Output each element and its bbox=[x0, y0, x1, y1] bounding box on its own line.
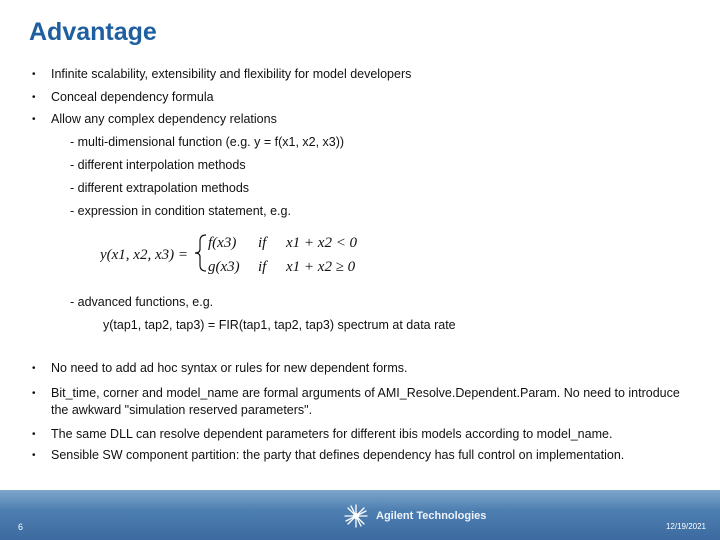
bullet-item bbox=[32, 111, 691, 128]
bullet-text: Allow any complex dependency relations bbox=[51, 112, 277, 126]
bullet-item bbox=[32, 426, 691, 443]
bullet-dot: • bbox=[32, 429, 36, 440]
bullet-item bbox=[32, 360, 691, 377]
bullet-dot: • bbox=[32, 69, 36, 80]
bullet-text: Infinite scalability, extensibility and flexibility for model developers bbox=[51, 67, 412, 81]
sub-item: - different interpolation methods bbox=[70, 158, 246, 172]
bullet-item bbox=[32, 66, 691, 83]
page-number: 6 bbox=[18, 522, 24, 532]
company-logo bbox=[344, 504, 486, 528]
formula-lhs: y(x1, x2, x3) = bbox=[100, 247, 188, 263]
bullet-text: Sensible SW component partition: the party that defines dependency has full control on implementation. bbox=[51, 448, 625, 462]
bullet-item bbox=[32, 447, 691, 464]
sub-item: - different extrapolation methods bbox=[70, 181, 250, 195]
bullet-dot: • bbox=[32, 363, 36, 374]
piecewise-formula bbox=[100, 228, 370, 278]
sub-item: - expression in condition statement, e.g. bbox=[70, 204, 291, 218]
formula-case1-expr: f(x3) bbox=[208, 235, 237, 251]
logo-text: Agilent Technologies bbox=[376, 510, 487, 522]
formula-case2-expr: g(x3) bbox=[208, 259, 240, 275]
bullet-text: No need to add ad hoc syntax or rules for new dependent forms. bbox=[51, 361, 408, 375]
slide-title: Advantage bbox=[29, 18, 157, 46]
bullet-text: The same DLL can resolve dependent parameters for different ibis models according to model_name. bbox=[51, 427, 613, 441]
bullet-dot: • bbox=[32, 388, 36, 399]
formula-case2-if: if bbox=[258, 259, 267, 275]
formula-case1-if: if bbox=[258, 235, 267, 251]
formula-case2-cond: x1 + x2 ≥ 0 bbox=[286, 259, 356, 275]
footer-bar bbox=[0, 490, 720, 540]
example-text: y(tap1, tap2, tap3) = FIR(tap1, tap2, tap3) spectrum at data rate bbox=[103, 318, 456, 332]
bullet-text: Bit_time, corner and model_name are formal arguments of AMI_Resolve.Dependent.Param. No need to introduce the awkward "simulation reserved parameters". bbox=[51, 386, 680, 417]
bullet-dot: • bbox=[32, 92, 36, 103]
bullet-item bbox=[32, 89, 691, 106]
bullet-dot: • bbox=[32, 114, 36, 125]
footer-date: 12/19/2021 bbox=[665, 522, 706, 531]
spark-logo-icon bbox=[344, 504, 368, 528]
brace-icon bbox=[195, 235, 206, 271]
bullet-text: Conceal dependency formula bbox=[51, 90, 214, 104]
bullet-dot: • bbox=[32, 450, 36, 461]
sub-item: - multi-dimensional function (e.g. y = f(x1, x2, x3)) bbox=[70, 135, 345, 149]
formula-case1-cond: x1 + x2 < 0 bbox=[286, 235, 358, 251]
sub-item: - advanced functions, e.g. bbox=[70, 295, 214, 309]
bullet-item bbox=[32, 385, 691, 419]
